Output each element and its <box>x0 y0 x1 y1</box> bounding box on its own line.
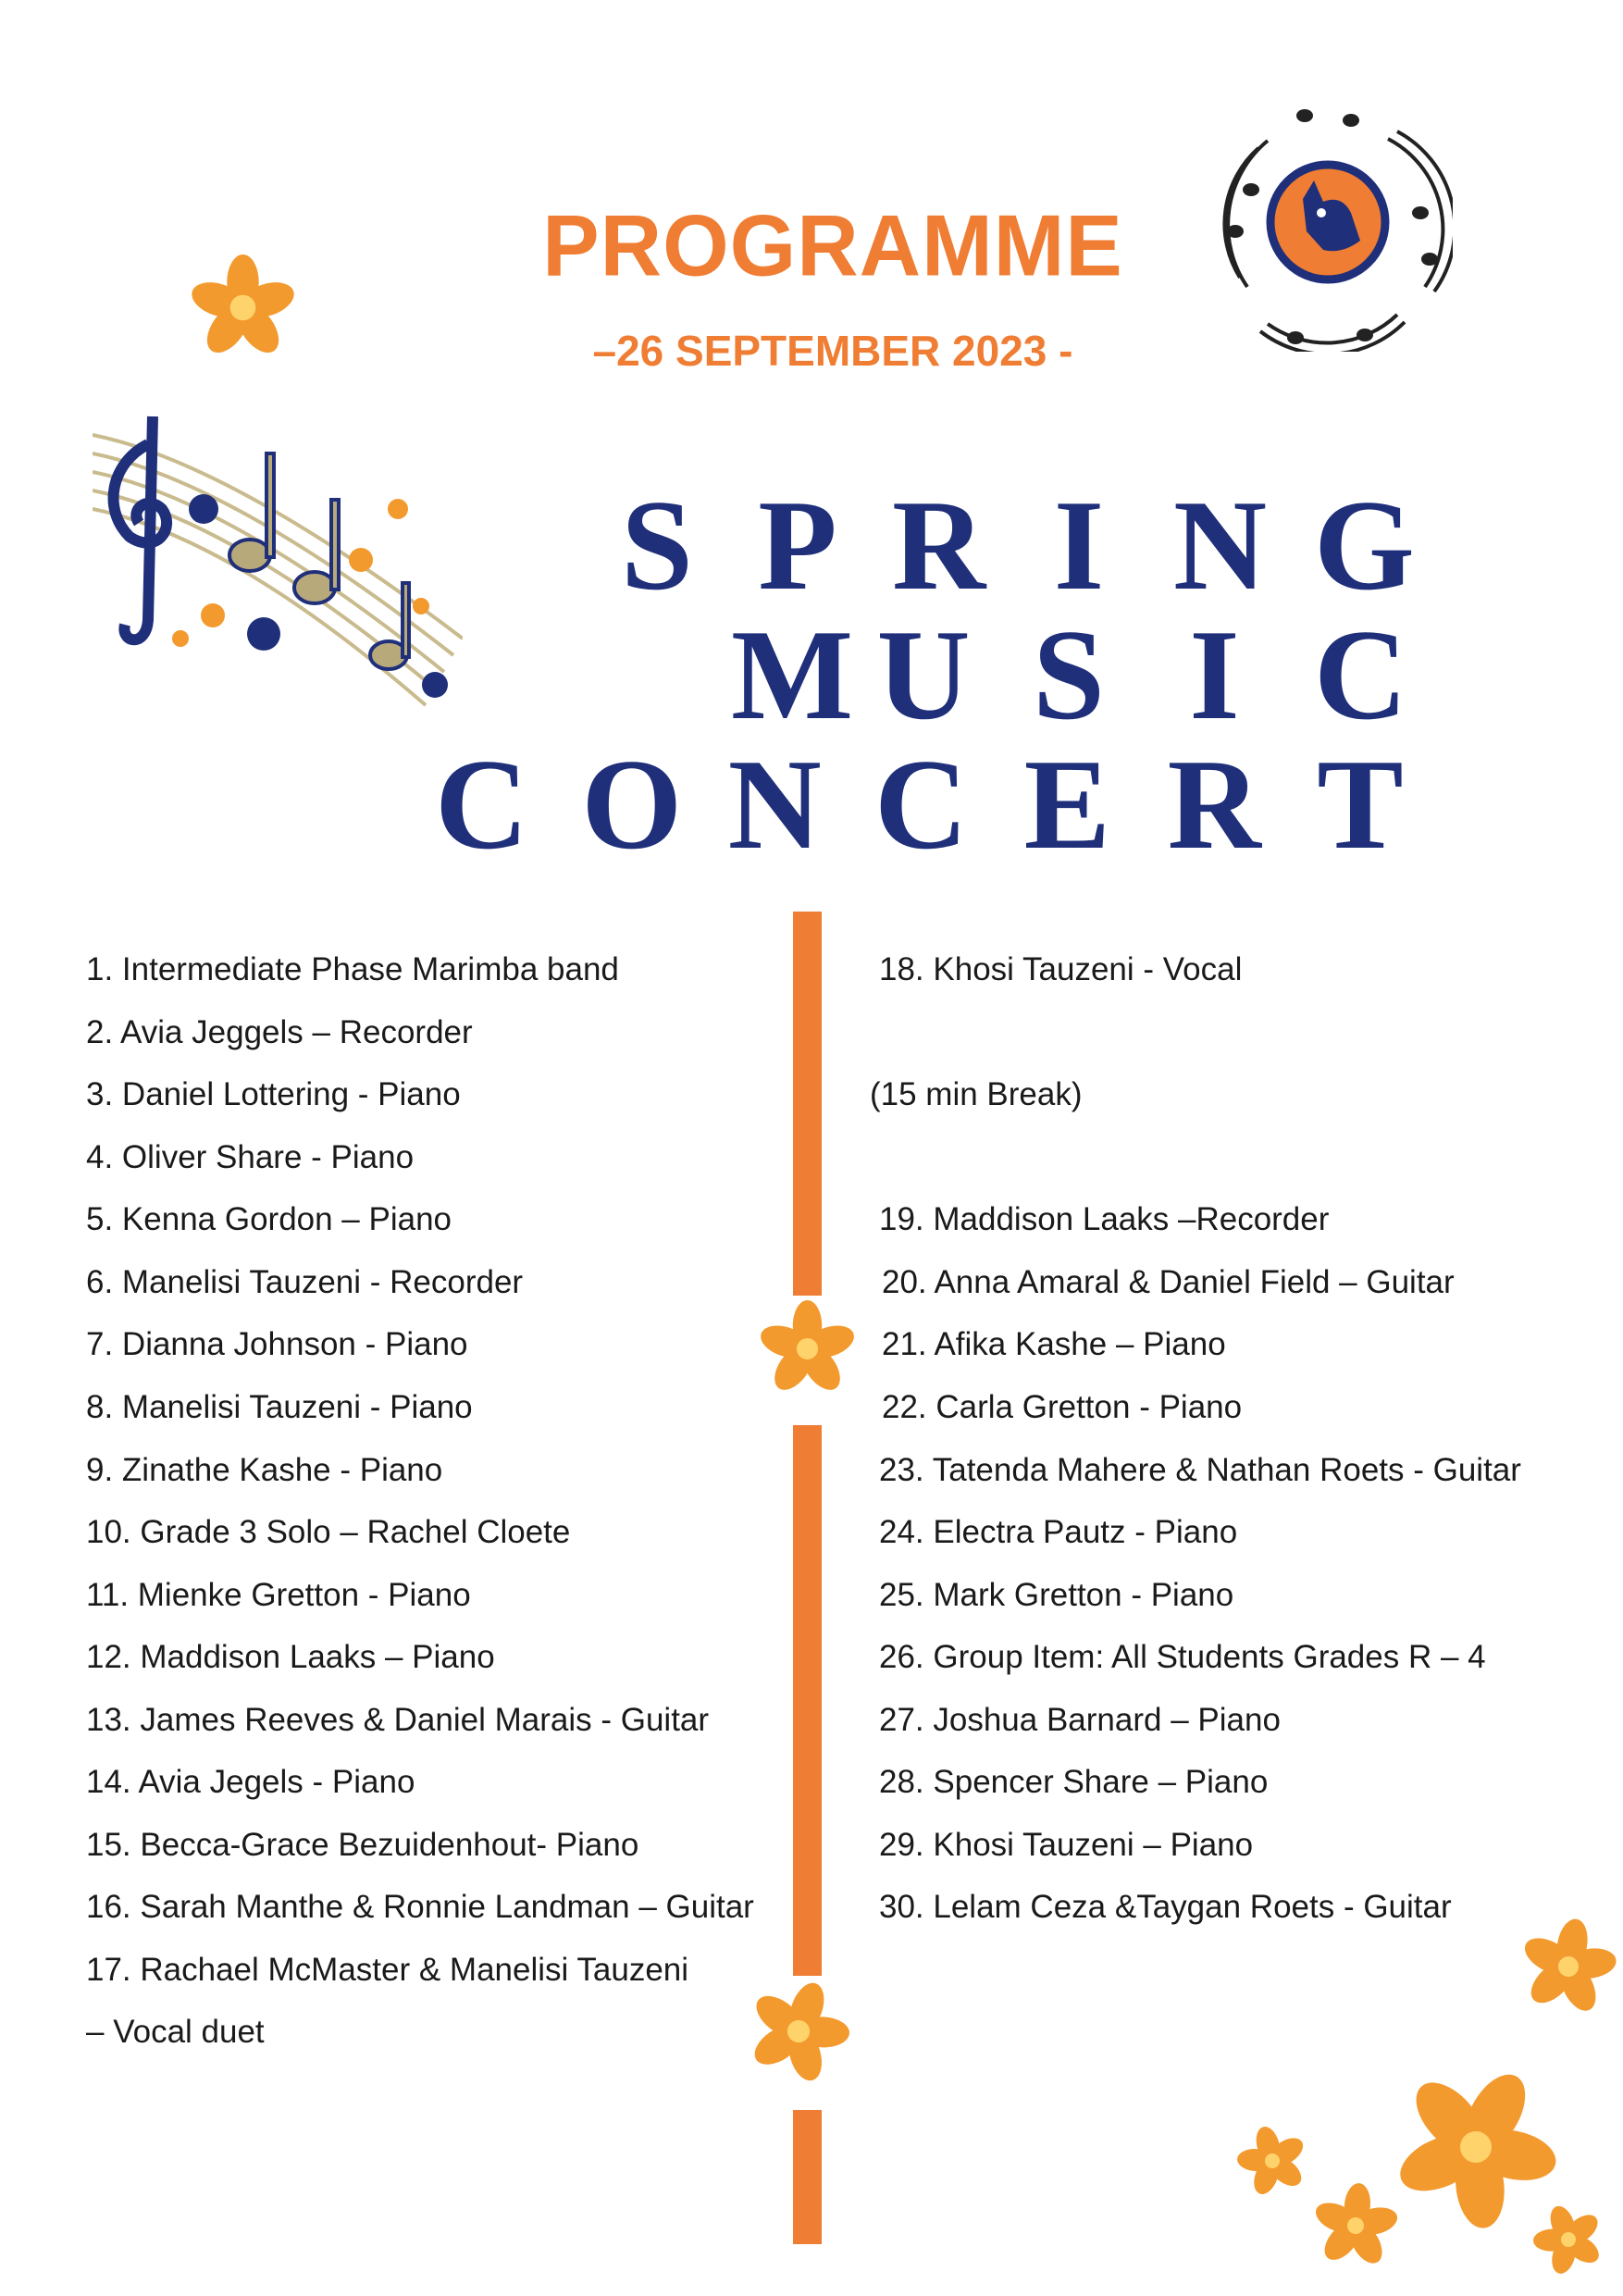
school-music-emblem-icon <box>1203 93 1453 352</box>
programme-item: 4. Oliver Share - Piano <box>86 1139 415 1175</box>
programme-item: 15. Becca-Grace Bezuidenhout- Piano <box>86 1827 639 1863</box>
programme-item: 21. Afika Kashe – Piano <box>882 1326 1226 1362</box>
programme-item: – Vocal duet <box>86 2014 265 2050</box>
programme-item: 12. Maddison Laaks – Piano <box>86 1639 495 1675</box>
programme-item: 28. Spencer Share – Piano <box>879 1764 1269 1800</box>
programme-item: 3. Daniel Lottering - Piano <box>86 1076 461 1112</box>
concert-date: –26 SEPTEMBER 2023 - <box>592 327 1073 375</box>
programme-item: 23. Tatenda Mahere & Nathan Roets - Guitar <box>879 1452 1521 1488</box>
programme-item: 16. Sarah Manthe & Ronnie Landman – Guitar <box>86 1889 754 1925</box>
programme-item: 9. Zinathe Kashe - Piano <box>86 1452 443 1488</box>
programme-item: 5. Kenna Gordon – Piano <box>86 1201 452 1237</box>
frangipani-flower-icon <box>1212 1897 1619 2290</box>
programme-item: 8. Manelisi Tauzeni - Piano <box>86 1389 473 1425</box>
divider-segment <box>793 2110 822 2244</box>
programme-item: 7. Dianna Johnson - Piano <box>86 1326 468 1362</box>
programme-item: 17. Rachael McMaster & Manelisi Tauzeni <box>86 1952 689 1988</box>
break-note: (15 min Break) <box>870 1076 1083 1112</box>
programme-item: 11. Mienke Gretton - Piano <box>86 1577 471 1613</box>
programme-item: 2. Avia Jeggels – Recorder <box>86 1014 473 1050</box>
programme-item: 1. Intermediate Phase Marimba band <box>86 951 619 987</box>
programme-item: 10. Grade 3 Solo – Rachel Cloete <box>86 1514 571 1550</box>
programme-item: 26. Group Item: All Students Grades R – 4 <box>879 1639 1486 1675</box>
frangipani-flower-icon <box>190 254 296 361</box>
programme-item: 20. Anna Amaral & Daniel Field – Guitar <box>882 1264 1455 1300</box>
music-notes-staff-icon <box>93 407 463 731</box>
programme-item: 6. Manelisi Tauzeni - Recorder <box>86 1264 524 1300</box>
programme-item: 29. Khosi Tauzeni – Piano <box>879 1827 1254 1863</box>
programme-item: 14. Avia Jegels - Piano <box>86 1764 415 1800</box>
programme-item: 30. Lelam Ceza &Taygan Roets - Guitar <box>879 1889 1452 1925</box>
programme-item: 19. Maddison Laaks –Recorder <box>879 1201 1330 1237</box>
programme-item: 27. Joshua Barnard – Piano <box>879 1702 1281 1738</box>
divider-segment <box>793 912 822 1296</box>
programme-item: 24. Electra Pautz - Piano <box>879 1514 1238 1550</box>
programme-heading: PROGRAMME <box>542 197 1123 295</box>
divider-segment <box>793 1425 822 1976</box>
title-music: M U S I C <box>731 603 1408 747</box>
programme-item: 18. Khosi Tauzeni - Vocal <box>879 951 1243 987</box>
frangipani-flower-icon <box>759 1300 856 1397</box>
title-concert: C O N C E R T <box>435 733 1404 876</box>
programme-item: 22. Carla Gretton - Piano <box>882 1389 1243 1425</box>
programme-item: 13. James Reeves & Daniel Marais - Guitar <box>86 1702 710 1738</box>
frangipani-flower-icon <box>748 1980 849 2082</box>
programme-item: 25. Mark Gretton - Piano <box>879 1577 1234 1613</box>
title-spring: S P R I N G <box>621 474 1415 617</box>
